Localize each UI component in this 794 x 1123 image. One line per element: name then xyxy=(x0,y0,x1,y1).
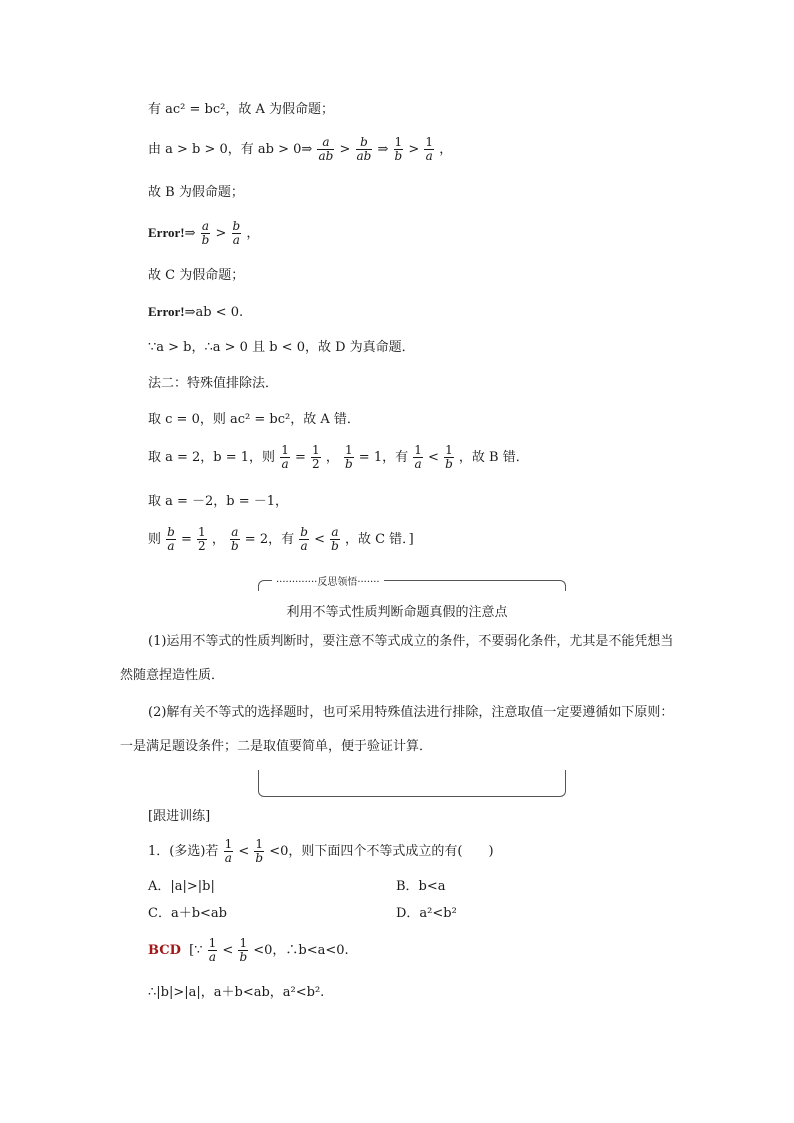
text: < xyxy=(238,844,250,859)
text: ⇒ xyxy=(184,226,196,241)
text: 取 c = 0，则 ac² = bc²，故 A 错． xyxy=(148,412,360,427)
line-12 xyxy=(148,526,414,553)
text: = 2，有 xyxy=(244,532,295,547)
fraction: $\frac{1}{a}$ xyxy=(208,936,217,964)
error-text: Error! xyxy=(148,225,185,240)
text: [∵ xyxy=(189,943,203,958)
fraction: $\frac{1}{a}$ xyxy=(224,837,233,865)
text: ⇒ xyxy=(377,142,389,157)
text: 1．(多选)若 xyxy=(148,844,219,859)
fraction: $\frac{b}{a}$ xyxy=(167,525,175,553)
line-6 xyxy=(148,303,243,322)
fraction: $\frac{1}{a}$ xyxy=(281,443,289,471)
text: <0，则下面四个不等式成立的有( ) xyxy=(269,844,494,859)
option-b: B．b<a xyxy=(396,879,446,894)
text: = xyxy=(180,532,192,547)
text: ， xyxy=(246,226,260,241)
text: 由 a > b > 0，有 ab > 0⇒ xyxy=(148,142,313,157)
fraction: $\frac{b}{a}$ xyxy=(232,219,241,247)
fraction: $\frac{1}{a}$ xyxy=(425,135,434,163)
fraction: $\frac{a}{b}$ xyxy=(331,525,339,553)
box-title: 利用不等式性质判断命题真假的注意点 xyxy=(286,605,508,620)
option-a: A．|a|>|b| xyxy=(148,879,215,894)
text: > xyxy=(408,142,420,157)
fraction: $\frac{1}{b}$ xyxy=(394,135,403,163)
fraction: $\frac{1}{b}$ xyxy=(239,936,248,964)
fraction: $\frac{1}{b}$ xyxy=(445,443,453,471)
text: 法二：特殊值排除法． xyxy=(148,376,279,391)
answer-label: BCD xyxy=(148,943,181,958)
text: > xyxy=(339,142,351,157)
text: > xyxy=(215,226,227,241)
fraction: $\frac{b}{ab}$ xyxy=(356,135,372,163)
question-1 xyxy=(148,838,494,865)
text: ∵a > b，∴a > 0 且 b < 0，故 D 为真命题． xyxy=(148,340,415,355)
line-2 xyxy=(148,136,452,163)
box-bottom-border xyxy=(258,770,566,797)
text: ， xyxy=(325,450,339,465)
fraction: $\frac{a}{ab}$ xyxy=(318,135,334,163)
line-1 xyxy=(148,101,334,119)
fraction: $\frac{a}{b}$ xyxy=(230,525,239,553)
line-11 xyxy=(148,493,288,511)
box-tag: ·············反思领悟······· xyxy=(272,573,384,588)
fraction: $\frac{1}{2}$ xyxy=(198,525,206,553)
line-10 xyxy=(148,444,529,471)
answer-line-2: ∴|b|>|a|，a＋b<ab，a²<b². xyxy=(148,985,325,1000)
line-3 xyxy=(148,184,244,202)
text: ， xyxy=(211,532,225,547)
text: < xyxy=(314,532,325,547)
fraction: $\frac{a}{b}$ xyxy=(201,219,210,247)
fraction: $\frac{1}{b}$ xyxy=(255,837,264,865)
fraction: $\frac{1}{2}$ xyxy=(312,443,320,471)
fraction: $\frac{b}{a}$ xyxy=(300,525,308,553)
option-c: C．a＋b<ab xyxy=(148,906,227,921)
box-paragraph-1: (1)运用不等式的性质判断时，要注意不等式成立的条件，不要弱化条件，尤其是不能凭想当然随意捏造性质． xyxy=(120,634,674,683)
line-8 xyxy=(148,375,278,393)
line-9 xyxy=(148,411,360,429)
text: 取 a = －2，b = －1， xyxy=(148,494,289,509)
fraction: $\frac{1}{a}$ xyxy=(414,443,422,471)
text: 故 B 为假命题； xyxy=(148,185,244,200)
text: < xyxy=(222,943,234,958)
text: ， xyxy=(439,142,453,157)
text: < xyxy=(428,450,439,465)
error-text: Error! xyxy=(148,304,185,319)
practice-header: [跟进训练] xyxy=(148,809,211,824)
fraction: $\frac{1}{b}$ xyxy=(344,443,353,471)
text: = 1，有 xyxy=(358,450,409,465)
text: 有 ac² = bc²，故 A 为假命题； xyxy=(148,102,334,117)
text: 取 a = 2，b = 1，则 xyxy=(148,450,276,465)
text: = xyxy=(294,450,306,465)
text: 故 C 为假命题； xyxy=(148,268,245,283)
text: 则 xyxy=(148,532,162,547)
text: ⇒ab < 0. xyxy=(184,305,244,320)
option-d: D．a²<b² xyxy=(396,906,457,921)
answer-line xyxy=(148,937,349,964)
text: <0，∴b<a<0. xyxy=(253,943,349,958)
line-7 xyxy=(148,339,415,357)
box-paragraph-2: (2)解有关不等式的选择题时，也可采用特殊值法进行排除，注意取值一定要遵循如下原则：一是满足题设条件；二是取值要简单，便于验证计算． xyxy=(120,705,674,754)
text: ，故 B 错． xyxy=(458,450,529,465)
line-5 xyxy=(148,267,244,285)
line-4 xyxy=(148,220,259,247)
text: ，故 C 错．] xyxy=(344,532,414,547)
